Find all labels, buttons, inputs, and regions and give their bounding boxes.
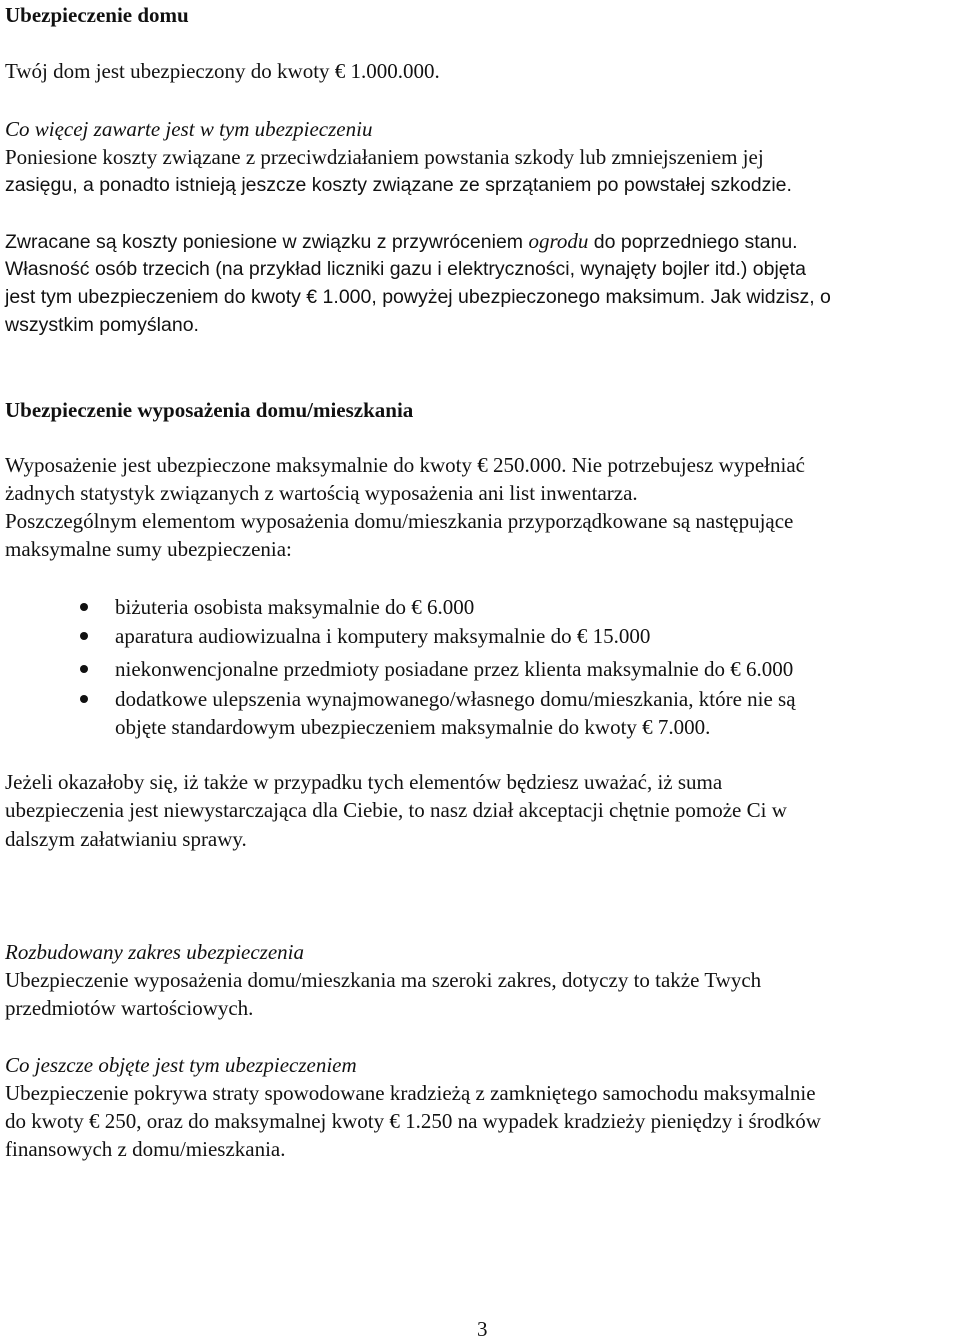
section-heading-extended: Rozbudowany zakres ubezpieczenia — [5, 940, 305, 964]
paragraph-line: Wyposażenie jest ubezpieczone maksymalnie do kwoty € 250.000. Nie potrzebujesz wypełniać — [5, 453, 805, 477]
paragraph-line: żadnych statystyk związanych z wartością wyposażenia ani list inwentarza. — [5, 481, 638, 505]
paragraph-garden — [5, 228, 798, 255]
paragraph-line: do kwoty € 250, oraz do maksymalnej kwoty € 1.250 na wypadek kradzieży pieniędzy i środków — [5, 1109, 821, 1133]
list-item-text: objęte standardowym ubezpieczeniem maksymalnie do kwoty € 7.000. — [115, 715, 711, 739]
list-item-text: dodatkowe ulepszenia wynajmowanego/własnego domu/mieszkania, które nie są — [115, 687, 796, 711]
bullet-icon — [80, 632, 88, 640]
paragraph-line: Ubezpieczenie wyposażenia domu/mieszkania ma szeroki zakres, dotyczy to także Twych — [5, 968, 762, 992]
list-item-text: niekonwencjonalne przedmioty posiadane przez klienta maksymalnie do € 6.000 — [115, 657, 794, 681]
bullet-icon — [80, 665, 88, 673]
paragraph-line: przedmiotów wartościowych. — [5, 996, 254, 1020]
paragraph-line: maksymalne sumy ubezpieczenia: — [5, 537, 292, 561]
section-heading-contents: Ubezpieczenie wyposażenia domu/mieszkania — [5, 398, 414, 422]
paragraph-text: Zwracane są koszty poniesione w związku z przywróceniem — [5, 231, 529, 253]
list-item-text: biżuteria osobista maksymalnie do € 6.000 — [115, 595, 475, 619]
paragraph-line: ubezpieczenia jest niewystarczająca dla Ciebie, to nasz dział akceptacji chętnie pomoże Ci w — [5, 798, 787, 822]
paragraph-line: Poniesione koszty związane z przeciwdziałaniem powstania szkody lub zmniejszeniem jej — [5, 145, 764, 169]
paragraph-line: Poszczególnym elementom wyposażenia domu/mieszkania przyporządkowane są następujące — [5, 509, 794, 533]
page-title: Ubezpieczenie domu — [5, 3, 189, 27]
paragraph-line: wszystkim pomyślano. — [5, 314, 199, 336]
intro-text: Twój dom jest ubezpieczony do kwoty € 1.000.000. — [5, 59, 440, 83]
page-number: 3 — [477, 1317, 488, 1341]
paragraph-line: Ubezpieczenie pokrywa straty spowodowane kradzieżą z zamkniętego samochodu maksymalnie — [5, 1081, 816, 1105]
paragraph-line: zasięgu, a ponadto istnieją jeszcze koszty związane ze sprzątaniem po powstałej szkodzie. — [5, 174, 792, 196]
bullet-icon — [80, 695, 88, 703]
paragraph-line: jest tym ubezpieczeniem do kwoty € 1.000, powyżej ubezpieczonego maksimum. Jak widzisz, o — [5, 286, 831, 308]
paragraph-text: do poprzedniego stanu. — [588, 231, 798, 253]
paragraph-line: dalszym załatwianiu sprawy. — [5, 827, 247, 851]
garden-emphasis: ogrodu — [528, 229, 589, 253]
list-item-text: aparatura audiowizualna i komputery maksymalnie do € 15.000 — [115, 624, 651, 648]
paragraph-line: finansowych z domu/mieszkania. — [5, 1137, 286, 1161]
section-heading-coverage: Co więcej zawarte jest w tym ubezpieczeniu — [5, 117, 373, 141]
paragraph-line: Własność osób trzecich (na przykład liczniki gazu i elektryczności, wynajęty bojler itd.) objęta — [5, 258, 806, 280]
bullet-icon — [80, 603, 88, 611]
section-heading-additional: Co jeszcze objęte jest tym ubezpieczeniem — [5, 1053, 357, 1077]
paragraph-line: Jeżeli okazałoby się, iż także w przypadku tych elementów będziesz uważać, iż suma — [5, 770, 723, 794]
